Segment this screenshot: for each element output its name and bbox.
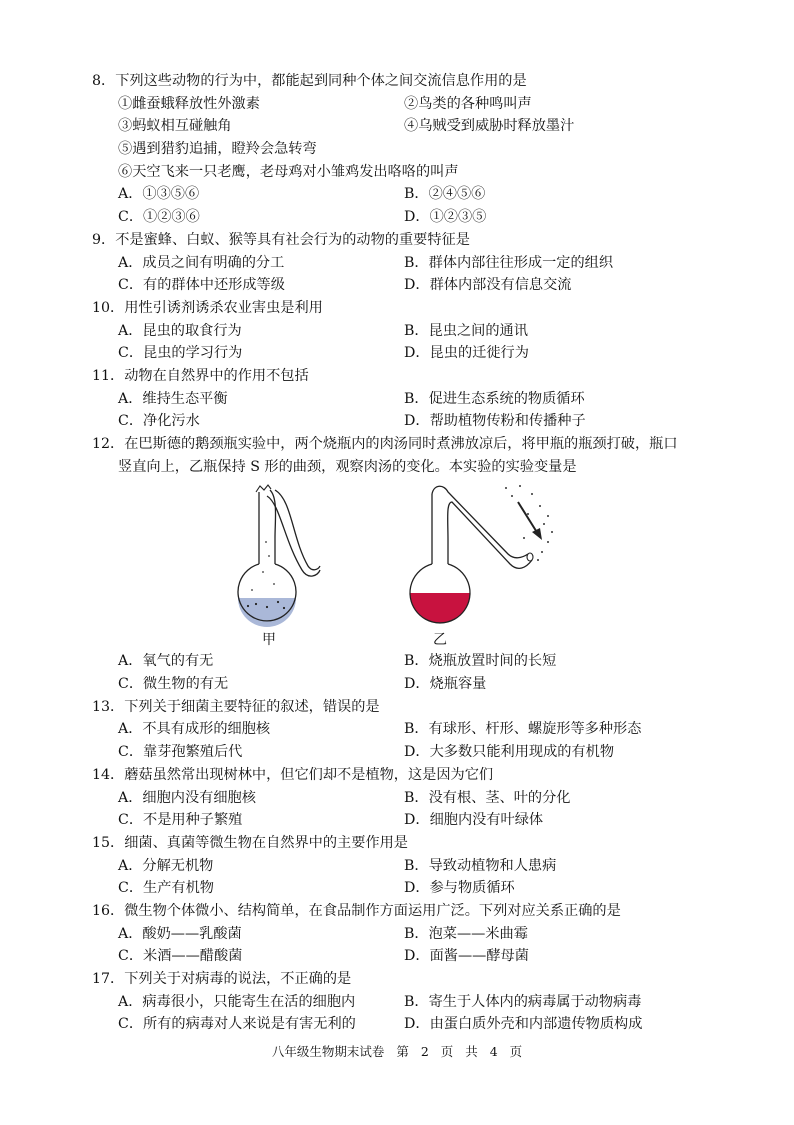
footer-course: 八年级生物期末试卷 [271,1044,385,1059]
question-stem: 16．微生物个体微小、结构简单，在食品制作方面运用广泛。下列对应关系正确的是 [92,902,621,919]
option-a: A．昆虫的取食行为 [118,322,242,339]
option-d: D．昆虫的迁徙行为 [404,345,529,362]
option-a: A．细胞内没有细胞核 [118,789,256,806]
option-c: C．不是用种子繁殖 [118,812,243,829]
question-stem-line-1: 12．在巴斯德的鹅颈瓶实验中，两个烧瓶内的肉汤同时煮沸放凉后，将甲瓶的瓶颈打破，瓶口 [92,436,678,452]
flask-jia-label: 甲 [262,632,276,649]
option-d: D．①②③⑤ [404,209,487,226]
option-c: C．有的群体中还形成等级 [118,277,285,294]
option-a: A．病毒很小，只能寄生在活的细胞内 [118,993,356,1010]
statement-list [92,93,724,138]
statement-item: ①雌蚕蛾释放性外激素 [118,95,260,112]
footer-total-pages: 共 4 页 [465,1044,523,1059]
option-d: D．烧瓶容量 [404,676,487,693]
flask-yi [410,485,553,648]
option-b: B．昆虫之间的通讯 [404,322,528,339]
broth-yi-fill [410,593,470,623]
option-b: B．群体内部往往形成一定的组织 [404,254,614,271]
statement-list [92,138,724,183]
option-b: B．没有根、茎、叶的分化 [404,789,571,806]
option-list [92,183,724,228]
question-stem: 9．不是蜜蜂、白蚁、猴等具有社会行为的动物的重要特征是 [92,231,470,248]
option-d: D．由蛋白质外壳和内部遗传物质构成 [404,1016,643,1033]
question-14 [92,764,724,832]
question-13 [92,696,724,764]
footer-page-number: 第 2 页 [396,1044,454,1059]
statement-item: ⑥天空飞来一只老鹰，老母鸡对小雏鸡发出咯咯的叫声 [118,163,459,180]
option-list [92,320,724,365]
swan-neck-flask-figure [92,480,724,650]
flask-diagram [222,480,602,650]
question-stem: 14．蘑菇虽然常出现树林中，但它们却不是植物，这是因为它们 [92,766,494,783]
question-stem-line-2: 竖直向上，乙瓶保持 S 形的曲颈，观察肉汤的变化。本实验的实验变量是 [118,458,577,475]
option-d: D．群体内部没有信息交流 [404,277,572,294]
question-10 [92,297,724,365]
question-stem: 13．下列关于细菌主要特征的叙述，错误的是 [92,698,380,715]
option-d: D．面酱——酵母菌 [404,948,529,965]
question-15 [92,832,724,900]
option-list [92,718,724,763]
question-stem: 17．下列关于对病毒的说法，不正确的是 [92,971,352,987]
flask-jia [238,485,320,648]
option-c: C．所有的病毒对人来说是有害无利的 [118,1016,356,1033]
option-list [92,252,724,297]
option-b: B．泡菜——米曲霉 [404,925,528,942]
statement-item: ④乌贼受到威胁时释放墨汁 [404,118,575,135]
statement-item: ⑤遇到猎豹追捕，瞪羚会急转弯 [118,141,317,158]
option-b: B．烧瓶放置时间的长短 [404,653,557,670]
statement-item: ③蚂蚁相互碰触角 [118,118,232,135]
option-d: D．大多数只能利用现成的有机物 [404,744,615,761]
option-c: C．靠芽孢繁殖后代 [118,744,243,761]
option-list [92,787,724,832]
question-8 [92,70,724,229]
question-16 [92,900,724,968]
question-12 [92,433,724,696]
option-c: C．米酒——醋酸菌 [118,948,243,965]
option-b: B．寄生于人体内的病毒属于动物病毒 [404,993,642,1010]
option-a: A．维持生态平衡 [118,390,228,407]
option-c: C．①②③⑥ [118,209,200,226]
option-a: A．不具有成形的细胞核 [118,721,271,738]
option-d: D．帮助植物传粉和传播种子 [404,413,586,430]
option-d: D．参与物质循环 [404,880,515,897]
option-a: A．成员之间有明确的分工 [118,254,285,271]
question-stem: 10．用性引诱剂诱杀农业害虫是利用 [92,299,323,316]
option-b: B．有球形、杆形、螺旋形等多种形态 [404,721,642,738]
statement-item: ②鸟类的各种鸣叫声 [404,95,532,112]
question-11 [92,365,724,433]
option-b: B．促进生态系统的物质循环 [404,390,585,407]
option-c: C．昆虫的学习行为 [118,345,243,362]
option-b: B．②④⑤⑥ [404,186,486,203]
option-a: A．酸奶——乳酸菌 [118,925,242,942]
option-list [92,650,724,695]
question-stem: 11．动物在自然界中的作用不包括 [92,367,309,384]
page-footer [0,1042,794,1060]
question-9 [92,229,724,297]
option-a: A．分解无机物 [118,857,214,874]
option-c: C．净化污水 [118,413,200,430]
option-d: D．细胞内没有叶绿体 [404,812,544,829]
option-c: C．微生物的有无 [118,676,229,693]
option-list [92,991,724,1036]
option-c: C．生产有机物 [118,880,214,897]
question-17 [92,968,724,1036]
option-list [92,388,724,433]
option-a: A．①③⑤⑥ [118,186,200,203]
question-stem: 8．下列这些动物的行为中，都能起到同种个体之间交流信息作用的是 [92,73,527,89]
option-list [92,855,724,900]
option-b: B．导致动植物和人患病 [404,857,557,874]
question-stem: 15．细菌、真菌等微生物在自然界中的主要作用是 [92,834,408,851]
option-list [92,923,724,968]
flask-yi-label: 乙 [433,632,447,649]
option-a: A．氧气的有无 [118,653,214,670]
